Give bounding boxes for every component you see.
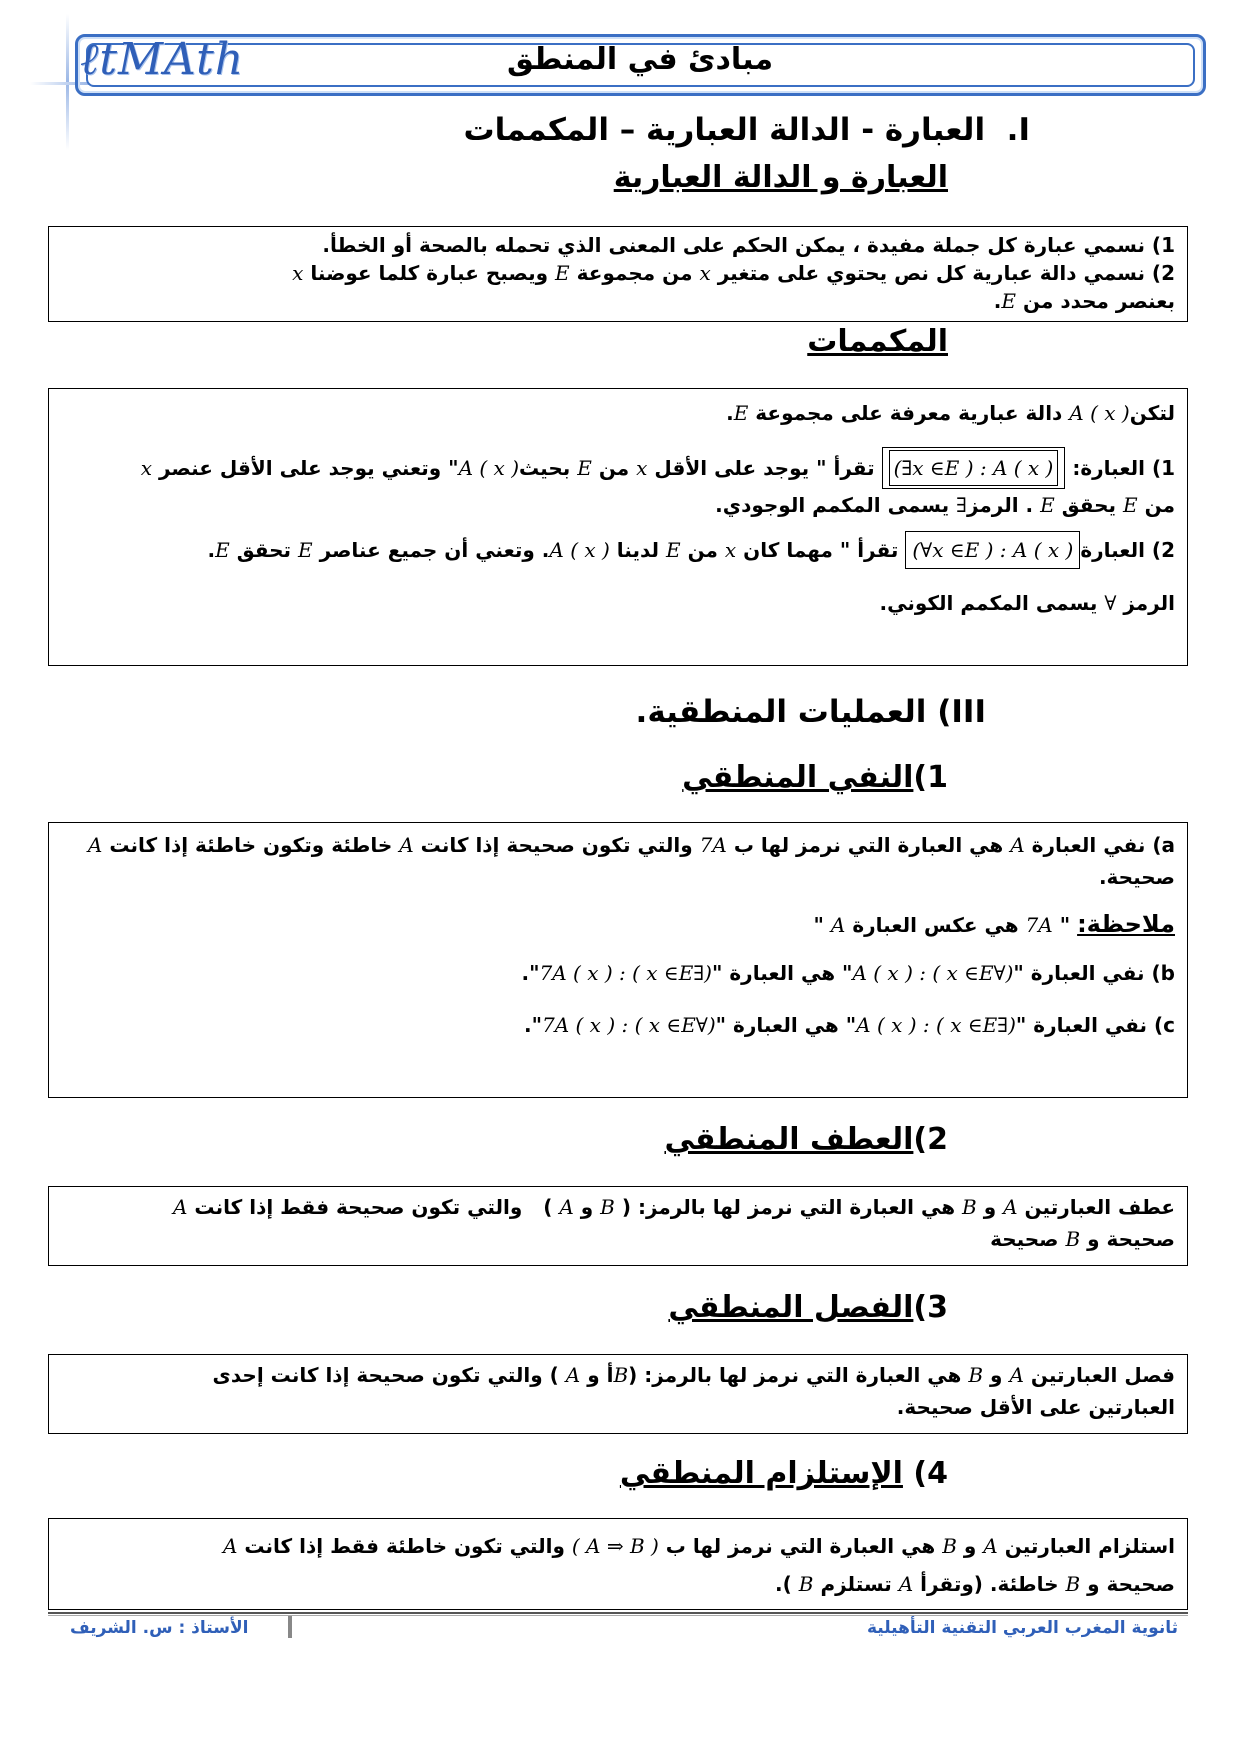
disjunction-box: فصل العبارتين A و B هي العبارة التي نرمز لها بالرمز: (Bأ و A ) والتي تكون صحيحة إذا كانت إحدى العبارتين على الأقل صحيحة.	[48, 1354, 1188, 1434]
subsection-title: العبارة و الدالة العبارية	[613, 160, 948, 195]
negation-exists: c) نفي العبارة "(∃x ∈E ) : A ( x )" هي العبارة "(∀x ∈E ) : 7A ( x )".	[523, 1013, 1175, 1038]
definition-box: 1) نسمي عبارة كل جملة مفيدة ، يمكن الحكم على المعنى الذي تحمله بالصحة أو الخطأ. 2) نسمي دالة عبارية كل نص يحتوي على متغير x من مجموعة E ويصبح عبارة كلما عوضنا x بعنصر محدد من E.	[48, 226, 1188, 322]
quantifier-intro: لتكنA ( x ) دالة عبارية معرفة على مجموعة E.	[726, 401, 1175, 425]
footer-teacher: الأستاذ : س. الشريف	[70, 1618, 249, 1638]
subsection-title: 1)النفي المنطقي	[682, 760, 948, 795]
negation-forall: b) نفي العبارة "(∀x ∈E ) : A ( x )" هي العبارة "(∃x ∈E ) : 7A ( x )".	[521, 961, 1175, 986]
quantifiers-box: لتكنA ( x ) دالة عبارية معرفة على مجموعة E. 1) العبارة: (∃x ∈E ) : A ( x ) تقرأ " يوجد على الأقل x من E بحيثA ( x )" وتعني يوجد على الأقل عنصر x من E يحقق E . الرمز∃ يسمى المكمم الوجودي. 2) العبارة(∀x ∈E ) : A ( x ) تقرأ " مهما كان x من E لدينا A ( x ). وتعني أن جميع عناصر E تحقق E. الرمز ∀ يسمى المكمم الكوني.	[48, 388, 1188, 666]
footer-separator	[288, 1616, 292, 1638]
definition-1: 1) نسمي عبارة كل جملة مفيدة ، يمكن الحكم على المعنى الذي تحمله بالصحة أو الخطأ.	[322, 233, 1175, 257]
negation-note: ملاحظة: " 7A هي عكس العبارة A "	[813, 910, 1175, 938]
logo: ℓtMAth	[80, 34, 245, 85]
subsection-title: 4) الإستلزام المنطقي	[619, 1456, 948, 1491]
footer-school: ثانوية المغرب العربي التقنية التأهيلية	[866, 1618, 1178, 1638]
universal-symbol-note: الرمز ∀ يسمى المكمم الكوني.	[879, 591, 1175, 615]
subsection-title: 2)العطف المنطقي	[664, 1122, 948, 1157]
existential-statement: 1) العبارة: (∃x ∈E ) : A ( x ) تقرأ " يوجد على الأقل x من E بحيثA ( x )" وتعني يوجد على الأقل عنصر x	[61, 447, 1175, 489]
footer-divider	[48, 1612, 1188, 1614]
page-title: مبادئ في المنطق	[506, 42, 774, 77]
conjunction-box: عطف العبارتين A و B هي العبارة التي نرمز لها بالرمز: ( B و A ) والتي تكون صحيحة فقط إذا كانت A صحيحة و B صحيحة	[48, 1186, 1188, 1266]
section-title: III) العمليات المنطقية.	[635, 694, 986, 730]
definition-2: 2) نسمي دالة عبارية كل نص يحتوي على متغير x من مجموعة E ويصبح عبارة كلما عوضنا x	[292, 261, 1175, 285]
negation-definition: a) نفي العبارة A هي العبارة التي نرمز لها ب 7A والتي تكون صحيحة إذا كانت A خاطئة وتكون خاطئة إذا كانت A صحيحة.	[87, 833, 1175, 889]
universal-statement: 2) العبارة(∀x ∈E ) : A ( x ) تقرأ " مهما كان x من E لدينا A ( x ). وتعني أن جميع عناصر E تحقق E.	[61, 531, 1175, 569]
negation-box	[48, 822, 1188, 1098]
implication-box: استلزام العبارتين A و B هي العبارة التي نرمز لها ب ( A ⇒ B ) والتي تكون خاطئة فقط إذا كانت A صحيحة و B خاطئة. (وتقرأ A تستلزم B ).	[48, 1518, 1188, 1610]
footer-divider	[48, 1615, 1188, 1616]
subsection-title: المكممات	[807, 324, 948, 359]
subsection-title: 3)الفصل المنطقي	[668, 1290, 948, 1325]
section-title: I. العبارة - الدالة العبارية – المكممات	[463, 112, 1030, 148]
